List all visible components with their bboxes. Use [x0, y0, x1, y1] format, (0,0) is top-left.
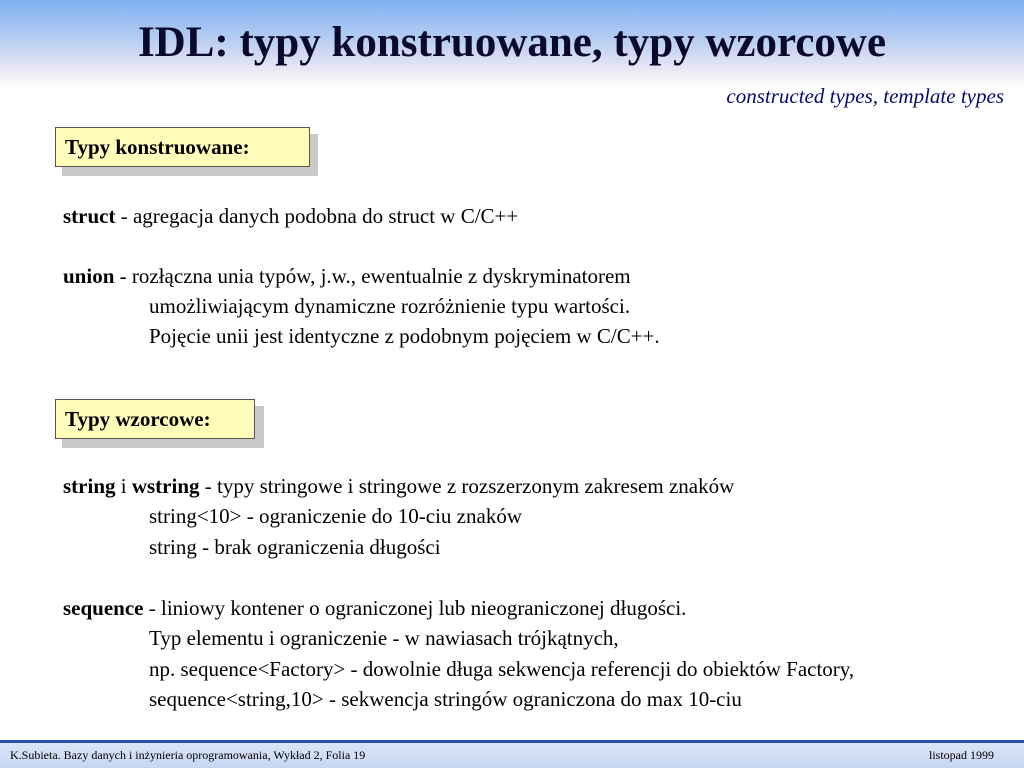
string-cont-1: string<10> - ograniczenie do 10-ciu znaków [149, 504, 522, 528]
sequence-desc: - liniowy kontener o ograniczonej lub nieograniczonej długości. [143, 596, 687, 620]
sequence-cont-1: Typ elementu i ograniczenie - w nawiasach trójkątnych, [149, 626, 619, 650]
page-title: IDL: typy konstruowane, typy wzorcowe [137, 19, 887, 66]
struct-line [63, 204, 518, 228]
union-desc: - rozłączna unia typów, j.w., ewentualnie z dyskryminatorem [114, 264, 631, 288]
sequence-term: sequence [63, 596, 144, 620]
union-cont-1: umożliwiającym dynamiczne rozróżnienie typu wartości. [149, 294, 631, 318]
footer-date: listopad 1999 [929, 748, 994, 762]
string-desc: - typy stringowe i stringowe z rozszerzonym zakresem znaków [199, 474, 735, 498]
union-cont-2: Pojęcie unii jest identyczne z podobnym pojęciem w C/C++. [149, 324, 660, 348]
string-line [63, 474, 734, 498]
sequence-line [63, 596, 686, 620]
page-subtitle: constructed types, template types [726, 84, 1004, 108]
union-line [63, 264, 631, 288]
string-conj: i [115, 474, 132, 498]
string-cont-2: string - brak ograniczenia długości [149, 535, 441, 559]
wstring-term: wstring [131, 474, 200, 498]
section2-label: Typy wzorcowe: [55, 399, 255, 439]
section1-label: Typy konstruowane: [55, 127, 310, 167]
union-term: union [63, 264, 115, 288]
struct-desc: - agregacja danych podobna do struct w C/C++ [115, 204, 519, 228]
string-term: string [63, 474, 116, 498]
footer-author: K.Subieta. Bazy danych i inżynieria oprogramowania, Wykład 2, Folia 19 [10, 748, 366, 762]
sequence-cont-3: sequence<string,10> - sekwencja stringów ograniczona do max 10-ciu [149, 687, 742, 711]
struct-term: struct [63, 204, 116, 228]
sequence-cont-2: np. sequence<Factory> - dowolnie długa sekwencja referencji do obiektów Factory, [149, 657, 855, 681]
